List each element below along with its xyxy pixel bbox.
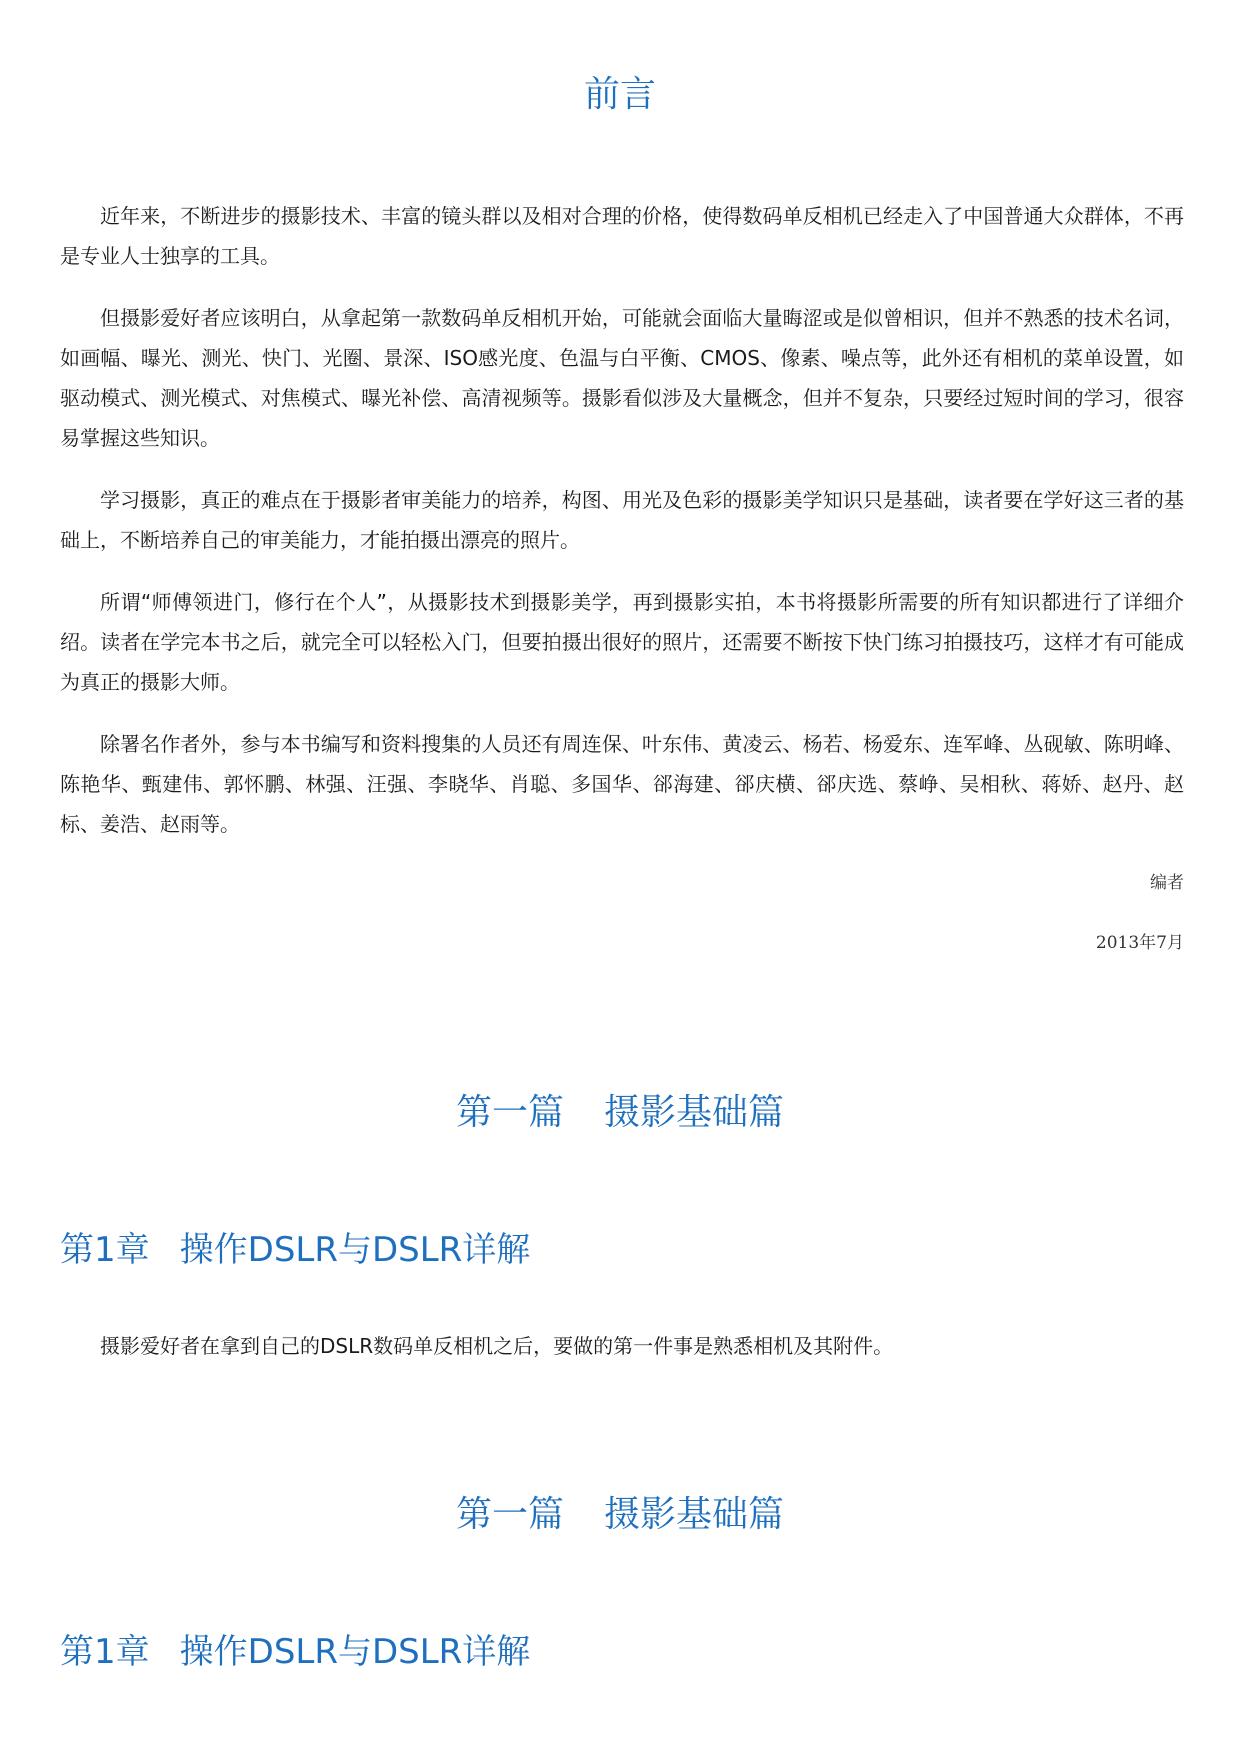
part-label: 第一篇 — [455, 1494, 564, 1535]
preface-title: 前言 — [583, 74, 656, 115]
chapter-name: 操作DSLR与DSLR详解 — [179, 1230, 531, 1270]
preface-date: 2013年7月 — [1095, 933, 1184, 953]
part-name: 摄影基础篇 — [604, 1494, 785, 1535]
preface-paragraph: 近年来，不断进步的摄影技术、丰富的镜头群以及相对合理的价格，使得数码单反相机已经走入了中国普通大众群体，不再是专业人士独享的工具。 — [60, 204, 1184, 268]
preface-paragraph: 除署名作者外，参与本书编写和资料搜集的人员还有周连保、叶东伟、黄凌云、杨若、杨爱东、连军峰、丛砚敏、陈明峰、陈艳华、甄建伟、郭怀鹏、林强、汪强、李晓华、肖聪、多国华、郤海建、郤庆横、郤庆选、蔡峥、吴相秋、蒋娇、赵丹、赵标、姜浩、赵雨等。 — [60, 732, 1184, 836]
part-title — [0, 1492, 1240, 1538]
chapter-intro: 摄影爱好者在拿到自己的DSLR数码单反相机之后，要做的第一件事是熟悉相机及其附件。 — [100, 1334, 894, 1358]
preface-signature: 编者 — [1150, 873, 1184, 893]
chapter-title — [60, 1228, 530, 1272]
part-label: 第一篇 — [455, 1092, 564, 1133]
preface-body — [60, 196, 1184, 866]
preface-paragraph: 所谓“师傅领进门，修行在个人”，从摄影技术到摄影美学，再到摄影实拍，本书将摄影所需要的所有知识都进行了详细介绍。读者在学完本书之后，就完全可以轻松入门，但要拍摄出很好的照片，还需要不断按下快门练习拍摄技巧，这样才有可能成为真正的摄影大师。 — [60, 590, 1184, 694]
chapter-name: 操作DSLR与DSLR详解 — [179, 1632, 531, 1672]
preface-paragraph: 但摄影爱好者应该明白，从拿起第一款数码单反相机开始，可能就会面临大量晦涩或是似曾相识，但并不熟悉的技术名词，如画幅、曝光、测光、快门、光圈、景深、ISO感光度、色温与白平衡、CMOS、像素、噪点等，此外还有相机的菜单设置，如驱动模式、测光模式、对焦模式、曝光补偿、高清视频等。摄影看似涉及大量概念，但并不复杂，只要经过短时间的学习，很容易掌握这些知识。 — [60, 306, 1184, 450]
chapter-label: 第1章 — [60, 1632, 150, 1672]
chapter-title — [60, 1630, 530, 1674]
chapter-label: 第1章 — [60, 1230, 150, 1270]
part-name: 摄影基础篇 — [604, 1092, 785, 1133]
preface-paragraph: 学习摄影，真正的难点在于摄影者审美能力的培养，构图、用光及色彩的摄影美学知识只是基础，读者要在学好这三者的基础上，不断培养自己的审美能力，才能拍摄出漂亮的照片。 — [60, 488, 1184, 552]
part-title — [0, 1090, 1240, 1136]
